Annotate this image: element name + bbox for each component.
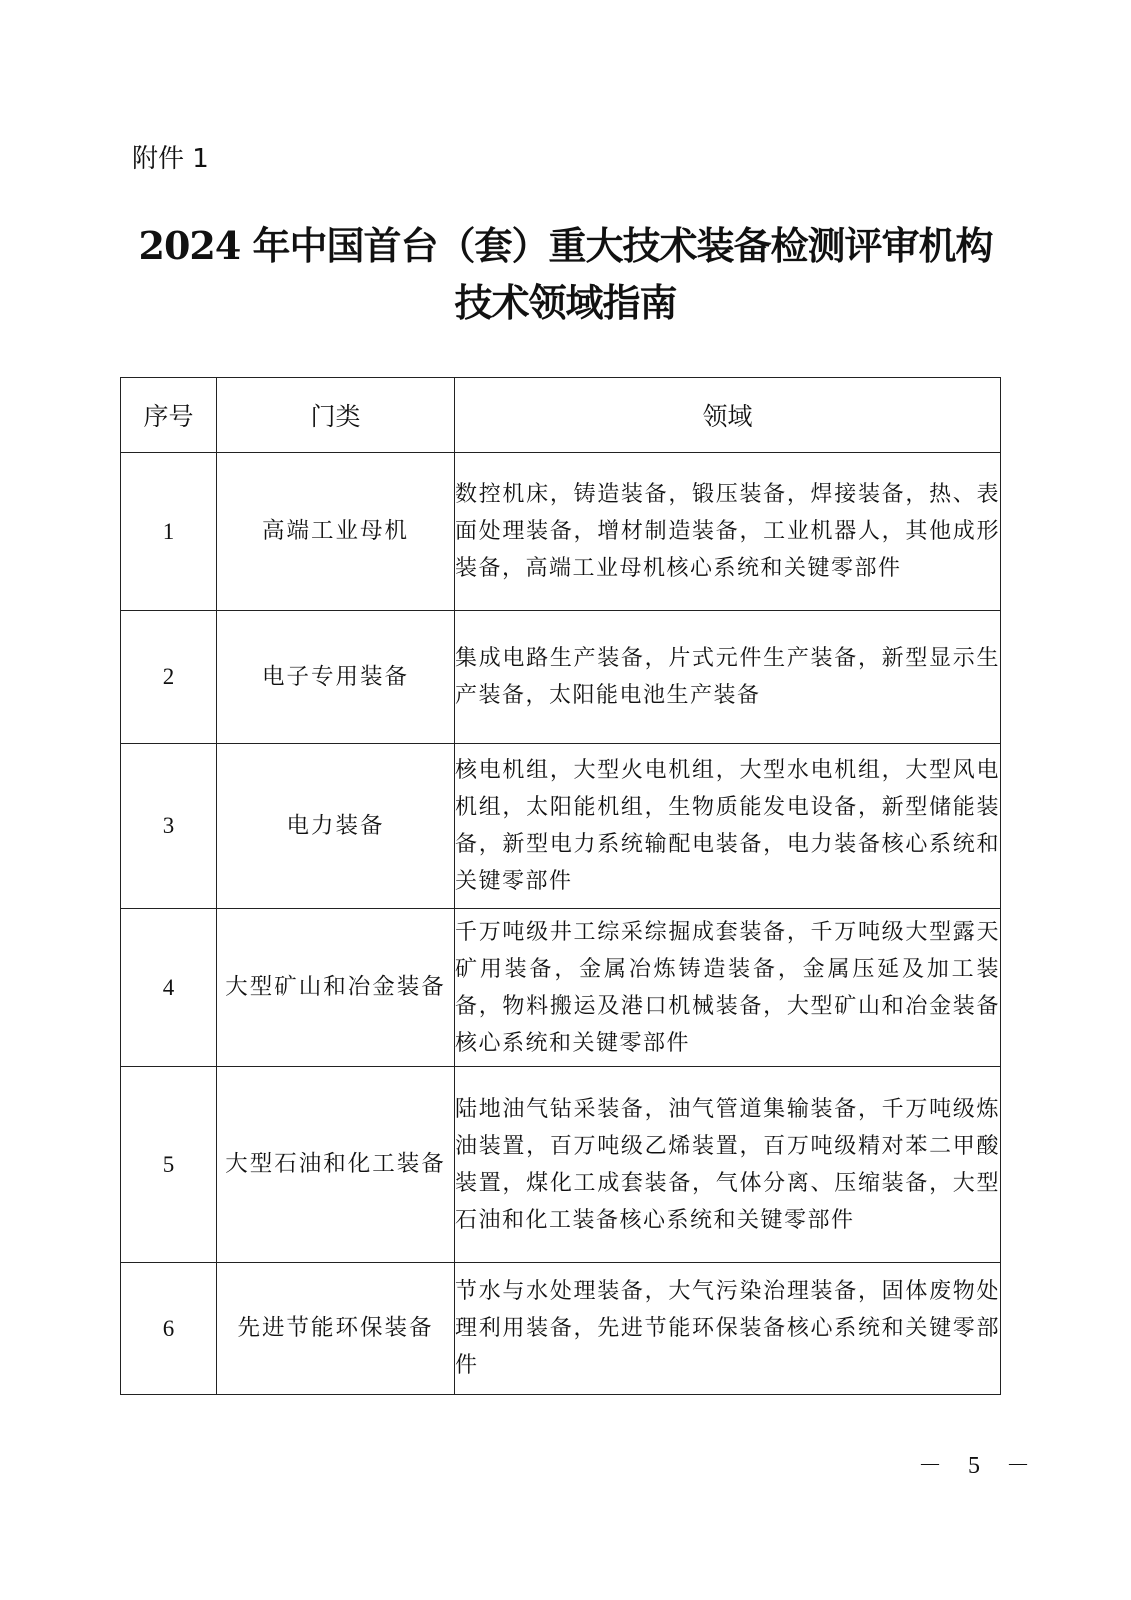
table-header-row <box>121 378 1001 453</box>
row-domain: 千万吨级井工综采综掘成套装备，千万吨级大型露天矿用装备，金属冶炼铸造装备，金属压延及加工装备，物料搬运及港口机械装备，大型矿山和冶金装备核心系统和关键零部件 <box>455 909 1001 1067</box>
header-serial-number: 序号 <box>121 378 217 453</box>
header-field: 领域 <box>455 378 1001 453</box>
row-number: 3 <box>121 744 217 909</box>
row-number: 4 <box>121 909 217 1067</box>
table-row <box>121 744 1001 909</box>
attachment-label: 附件 1 <box>132 144 209 174</box>
table-row <box>121 611 1001 744</box>
row-domain: 核电机组，大型火电机组，大型水电机组，大型风电机组，太阳能机组，生物质能发电设备，新型储能装备，新型电力系统输配电装备，电力装备核心系统和关键零部件 <box>455 744 1001 909</box>
row-category: 电力装备 <box>217 744 455 909</box>
document-title-line-1: 2024 年中国首台（套）重大技术装备检测评审机构 <box>138 223 993 268</box>
row-number: 5 <box>121 1067 217 1263</box>
row-category: 大型石油和化工装备 <box>217 1067 455 1263</box>
row-domain: 集成电路生产装备，片式元件生产装备，新型显示生产装备，太阳能电池生产装备 <box>455 611 1001 744</box>
technical-field-table <box>120 377 1001 1395</box>
table-row <box>121 1263 1001 1395</box>
row-number: 2 <box>121 611 217 744</box>
row-domain: 数控机床，铸造装备，锻压装备，焊接装备，热、表面处理装备，增材制造装备，工业机器人，其他成形装备，高端工业母机核心系统和关键零部件 <box>455 453 1001 611</box>
table-row <box>121 909 1001 1067</box>
row-domain: 陆地油气钻采装备，油气管道集输装备，千万吨级炼油装置，百万吨级乙烯装置，百万吨级精对苯二甲酸装置，煤化工成套装备，气体分离、压缩装备，大型石油和化工装备核心系统和关键零部件 <box>455 1067 1001 1263</box>
row-category: 先进节能环保装备 <box>217 1263 455 1395</box>
table-row <box>121 1067 1001 1263</box>
header-category: 门类 <box>217 378 455 453</box>
row-number: 1 <box>121 453 217 611</box>
row-category: 大型矿山和冶金装备 <box>217 909 455 1067</box>
row-category: 高端工业母机 <box>217 453 455 611</box>
table-row <box>121 453 1001 611</box>
row-category: 电子专用装备 <box>217 611 455 744</box>
document-title-line-2: 技术领域指南 <box>454 280 677 325</box>
page-number: － 5 － <box>918 1453 1040 1479</box>
row-domain: 节水与水处理装备，大气污染治理装备，固体废物处理利用装备，先进节能环保装备核心系统和关键零部件 <box>455 1263 1001 1395</box>
row-number: 6 <box>121 1263 217 1395</box>
